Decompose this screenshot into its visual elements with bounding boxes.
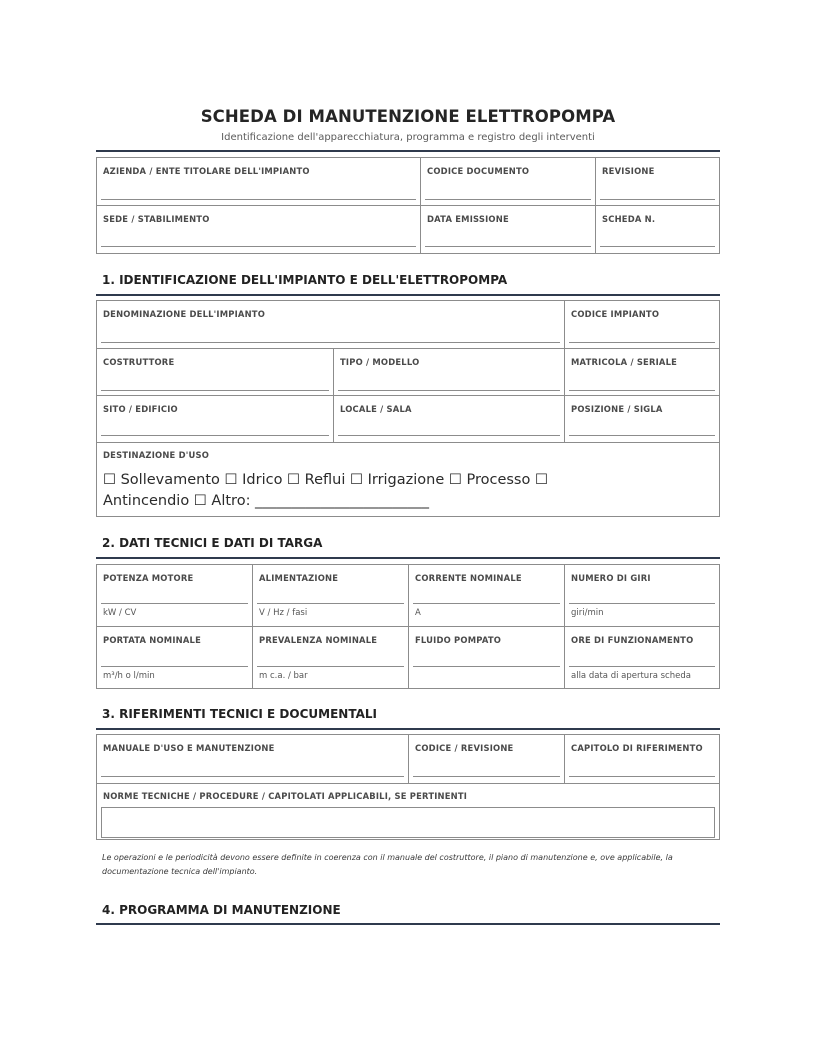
speed-unit: giri/min — [571, 608, 604, 618]
section-1-divider — [96, 294, 720, 296]
rated-current-field[interactable] — [408, 565, 564, 626]
plant-identification-table — [96, 300, 720, 517]
section-4-title: 4. PROGRAMMA DI MANUTENZIONE — [102, 903, 341, 917]
motor-power-unit: kW / CV — [103, 608, 137, 618]
plant-code-label: CODICE IMPIANTO — [571, 309, 660, 319]
company-input-line[interactable] — [101, 199, 416, 200]
rated-flow-label: PORTATA NOMINALE — [103, 635, 202, 645]
rated-current-input-line[interactable] — [413, 603, 560, 604]
manufacturer-field[interactable] — [97, 349, 333, 395]
model-label: TIPO / MODELLO — [340, 357, 420, 367]
manual-input-line[interactable] — [101, 776, 404, 777]
pumped-fluid-input-line[interactable] — [413, 666, 560, 667]
position-input-line[interactable] — [569, 435, 715, 436]
issue-date-field[interactable] — [420, 206, 595, 253]
serial-label: MATRICOLA / SERIALE — [571, 357, 678, 367]
section-4-divider — [96, 923, 720, 925]
motor-power-input-line[interactable] — [101, 603, 248, 604]
operating-hours-field[interactable] — [564, 627, 719, 688]
section-3-divider — [96, 728, 720, 730]
motor-power-label: POTENZA MOTORE — [103, 573, 194, 583]
motor-power-field[interactable] — [97, 565, 252, 626]
model-input-line[interactable] — [338, 390, 560, 391]
power-supply-unit: V / Hz / fasi — [259, 608, 308, 618]
section-3-title: 3. RIFERIMENTI TECNICI E DOCUMENTALI — [102, 707, 377, 721]
site-building-field[interactable] — [97, 396, 333, 442]
chapter-field[interactable] — [564, 735, 719, 783]
page-subtitle: Identificazione dell'apparecchiatura, programma e registro degli interventi — [221, 132, 595, 143]
plant-name-label: DENOMINAZIONE DELL'IMPIANTO — [103, 309, 266, 319]
standards-input-box[interactable] — [101, 807, 715, 838]
page-title: SCHEDA DI MANUTENZIONE ELETTROPOMPA — [200, 107, 616, 126]
power-supply-input-line[interactable] — [257, 603, 404, 604]
serial-input-line[interactable] — [569, 390, 715, 391]
intended-use-label: DESTINAZIONE D'USO — [103, 450, 210, 460]
manual-field[interactable] — [97, 735, 408, 783]
manufacturer-label: COSTRUTTORE — [103, 357, 175, 367]
issue-date-label: DATA EMISSIONE — [427, 214, 509, 224]
rated-flow-unit: m³/h o l/min — [103, 671, 155, 681]
intended-use-options-line-2[interactable]: Antincendio ☐ Altro: ________________________ — [103, 493, 430, 509]
intended-use-field — [97, 443, 719, 516]
chapter-label: CAPITOLO DI RIFERIMENTO — [571, 743, 703, 753]
company-label: AZIENDA / ENTE TITOLARE DELL'IMPIANTO — [103, 166, 310, 176]
operating-hours-label: ORE DI FUNZIONAMENTO — [571, 635, 694, 645]
sheet-number-input-line[interactable] — [600, 246, 715, 247]
site-label: SEDE / STABILIMENTO — [103, 214, 210, 224]
manual-label: MANUALE D'USO E MANUTENZIONE — [103, 743, 275, 753]
operating-hours-unit: alla data di apertura scheda — [571, 671, 691, 681]
maintenance-note: Le operazioni e le periodicità devono essere definite in coerenza con il manuale del costruttore, il piano di manutenzione e, ove applicabile, la documentazione tecnica dell'impianto. — [102, 853, 673, 876]
standards-label: NORME TECNICHE / PROCEDURE / CAPITOLATI APPLICABILI, SE PERTINENTI — [103, 791, 468, 801]
document-header-table — [96, 157, 720, 254]
rated-head-field[interactable] — [252, 627, 408, 688]
power-supply-label: ALIMENTAZIONE — [259, 573, 339, 583]
rated-current-unit: A — [415, 608, 421, 618]
section-2-title: 2. DATI TECNICI E DATI DI TARGA — [102, 536, 323, 550]
header-divider — [96, 150, 720, 152]
sheet-number-field[interactable] — [595, 206, 719, 253]
position-label: POSIZIONE / SIGLA — [571, 404, 663, 414]
position-field[interactable] — [564, 396, 719, 442]
code-revision-input-line[interactable] — [413, 776, 560, 777]
room-input-line[interactable] — [338, 435, 560, 436]
chapter-input-line[interactable] — [569, 776, 715, 777]
rated-flow-field[interactable] — [97, 627, 252, 688]
pumped-fluid-label: FLUIDO POMPATO — [415, 635, 502, 645]
plant-name-input-line[interactable] — [101, 342, 560, 343]
plant-code-field[interactable] — [564, 301, 719, 348]
model-field[interactable] — [333, 349, 564, 395]
rated-head-input-line[interactable] — [257, 666, 404, 667]
speed-input-line[interactable] — [569, 603, 715, 604]
operating-hours-input-line[interactable] — [569, 666, 715, 667]
sheet-number-label: SCHEDA N. — [602, 214, 656, 224]
site-field[interactable] — [97, 206, 420, 253]
room-field[interactable] — [333, 396, 564, 442]
code-revision-label: CODICE / REVISIONE — [415, 743, 514, 753]
company-field[interactable] — [97, 158, 420, 205]
document-code-label: CODICE DOCUMENTO — [427, 166, 530, 176]
power-supply-field[interactable] — [252, 565, 408, 626]
intended-use-options[interactable] — [103, 470, 703, 512]
standards-field — [97, 784, 719, 839]
revision-label: REVISIONE — [602, 166, 655, 176]
site-input-line[interactable] — [101, 246, 416, 247]
code-revision-field[interactable] — [408, 735, 564, 783]
issue-date-input-line[interactable] — [425, 246, 591, 247]
rated-flow-input-line[interactable] — [101, 666, 248, 667]
pumped-fluid-field[interactable] — [408, 627, 564, 688]
document-code-input-line[interactable] — [425, 199, 591, 200]
room-label: LOCALE / SALA — [340, 404, 412, 414]
speed-field[interactable] — [564, 565, 719, 626]
revision-input-line[interactable] — [600, 199, 715, 200]
speed-label: NUMERO DI GIRI — [571, 573, 651, 583]
section-1-title: 1. IDENTIFICAZIONE DELL'IMPIANTO E DELL'ELETTROPOMPA — [102, 273, 508, 287]
rated-current-label: CORRENTE NOMINALE — [415, 573, 522, 583]
intended-use-options-line-1[interactable]: ☐ Sollevamento ☐ Idrico ☐ Reflui ☐ Irrigazione ☐ Processo ☐ — [103, 472, 548, 488]
section-2-divider — [96, 557, 720, 559]
rated-head-unit: m c.a. / bar — [259, 671, 308, 681]
technical-data-table — [96, 564, 720, 689]
site-building-input-line[interactable] — [101, 435, 329, 436]
rated-head-label: PREVALENZA NOMINALE — [259, 635, 378, 645]
references-table — [96, 734, 720, 840]
site-building-label: SITO / EDIFICIO — [103, 404, 178, 414]
plant-name-field[interactable] — [97, 301, 564, 348]
manufacturer-input-line[interactable] — [101, 390, 329, 391]
document-code-field[interactable] — [420, 158, 595, 205]
serial-field[interactable] — [564, 349, 719, 395]
plant-code-input-line[interactable] — [569, 342, 715, 343]
revision-field[interactable] — [595, 158, 719, 205]
